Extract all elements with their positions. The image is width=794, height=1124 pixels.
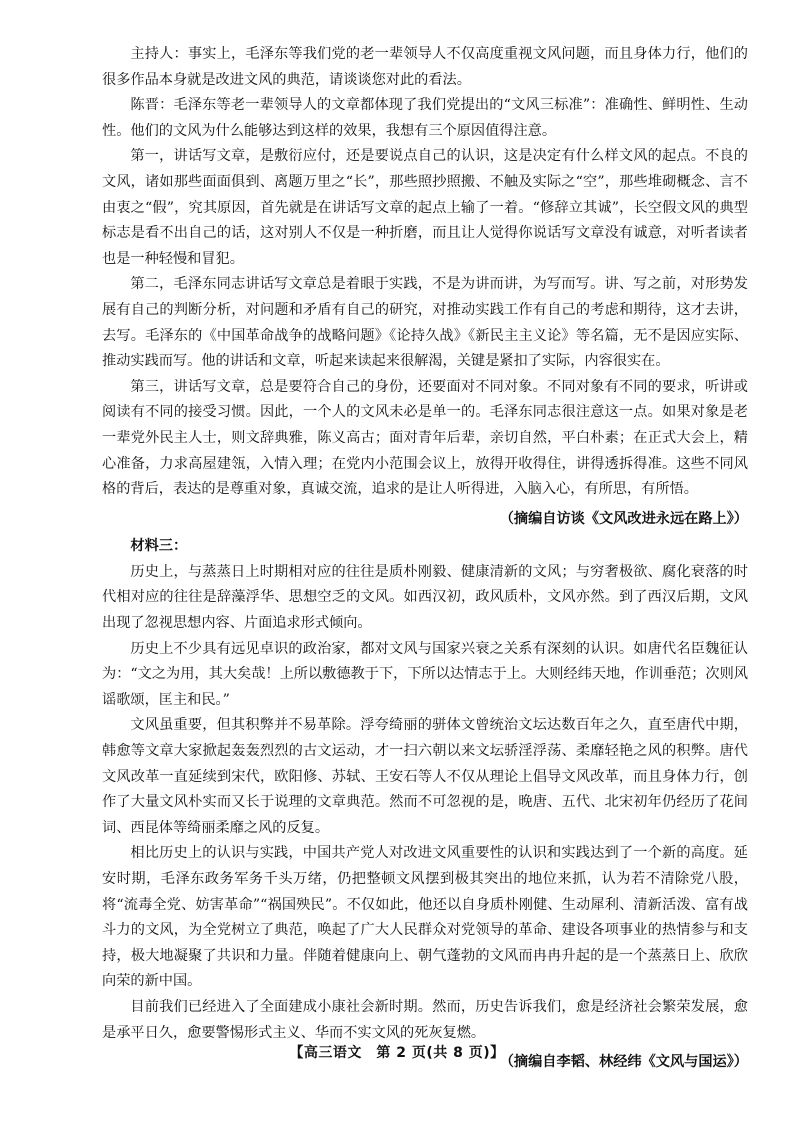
paragraph: 历史上不少具有远见卓识的政治家，都对文风与国家兴衰之关系有深刻的认识。如唐代名臣魏征认为：“文之为用，其大矣哉！上所以敷德教于下，下所以达情志于上。大则经纬天地，作训垂范；次则风谣歌颂，匡主和民。”	[102, 640, 748, 708]
source-citation: （摘编自李韬、林经纬《文风与国运》）	[499, 1054, 748, 1071]
material-heading: 材料三：	[130, 538, 188, 555]
paragraph: 历史上，与蒸蒸日上时期相对应的往往是质朴刚毅、健康清新的文风；与穷奢极欲、腐化衰落的时代相对应的往往是辞藻浮华、思想空乏的文风。如西汉初，政风质朴，文风亦然。到了西汉后期，文风出现了忽视思想内容、片面追求形式倾向。	[102, 563, 748, 632]
paragraph: 第一，讲话写文章，是敷衍应付，还是要说点自己的认识，这是决定有什么样文风的起点。不良的文风，诸如那些面面俱到、离题万里之“长”，那些照抄照搬、不触及实际之“空”，那些堆砌概念、言不由衷之“假”，究其原因，首先就是在讲话写文章的起点上输了一着。“修辞立其诚”，长空假文风的典型标志是看不出自己的话，这对别人不仅是一种折磨，而且让人觉得你说话写文章没有诚意，对听者读者也是一种轻慢和冒犯。	[102, 148, 748, 267]
paragraph: 文风虽重要，但其积弊并不易革除。浮夸绮丽的骈体文曾统治文坛达数百年之久，直至唐代中期，韩愈等文章大家掀起轰轰烈烈的古文运动，才一扫六朝以来文坛骄淫浮荡、柔靡轻艳之风的积弊。唐代文风改革一直延续到宋代，欧阳修、苏轼、王安石等人不仅从理论上倡导文风改革，而且身体力行，创作了大量文风朴实而又长于说理的文章典范。然而不可忽视的是，晚唐、五代、北宋初年仍经历了花间词、西昆体等绮丽柔靡之风的反复。	[102, 717, 748, 836]
page-footer: 【高三语文 第 2 页(共 8 页)】	[289, 1045, 505, 1061]
source-citation: （摘编自访谈《文风改进永远在路上》）	[499, 510, 748, 527]
paragraph: 陈晋：毛泽东等老一辈领导人的文章都体现了我们党提出的“文风三标准”：准确性、鲜明性、生动性。他们的文风为什么能够达到这样的效果，我想有三个原因值得注意。	[102, 97, 748, 139]
paragraph: 目前我们已经进入了全面建成小康社会新时期。然而，历史告诉我们，愈是经济社会繁荣发展，愈是承平日久，愈要警惕形式主义、华而不实文风的死灰复燃。	[102, 998, 748, 1041]
paragraph: 相比历史上的认识与实践，中国共产党人对改进文风重要性的认识和实践达到了一个新的高度。延安时期，毛泽东政务军务千头万绪，仍把整顿文风摆到极其突出的地位来抓，认为若不清除党八股，将“流毒全党、妨害革命”“祸国殃民”。不仅如此，他还以自身质朴刚健、生动犀利、清新活泼、富有战斗力的文风，为全党树立了典范，唤起了广大人民群众对党领导的革命、建设各项事业的热情参与和支持，极大地凝聚了共识和力量。伴随着健康向上、朝气蓬勃的文风而冉冉升起的是一个蒸蒸日上、欣欣向荣的新中国。	[102, 845, 748, 990]
paragraph: 主持人：事实上，毛泽东等我们党的老一辈领导人不仅高度重视文风问题，而且身体力行，他们的很多作品本身就是改进文风的典范，请谈谈您对此的看法。	[102, 46, 748, 88]
paragraph: 第二，毛泽东同志讲话写文章总是着眼于实践，不是为讲而讲，为写而写。讲、写之前，对形势发展有自己的判断分析，对问题和矛盾有自己的研究，对推动实践工作有自己的考虑和期待，这才去讲，去写。毛泽东的《中国革命战争的战略问题》《论持久战》《新民主主义论》等名篇，无不是因应实际、推动实践而写。他的讲话和文章，听起来读起来很解渴，关键是紧扣了实际，内容很实在。	[102, 276, 748, 370]
page-content	[102, 42, 748, 1078]
paragraph: 第三，讲话写文章，总是要符合自己的身份，还要面对不同对象。不同对象有不同的要求，听讲或阅读有不同的接受习惯。因此，一个人的文风未必是单一的。毛泽东同志很注意这一点。如果对象是老一辈党外民主人士，则文辞典雅，陈义高古；面对青年后辈，亲切自然，平白朴素；在正式大会上，精心准备，力求高屋建瓴，入情入理；在党内小范围会议上，放得开收得住，讲得透拆得准。这些不同风格的背后，表达的是尊重对象，真诚交流，追求的是让人听得进，入脑入心，有所思，有所悟。	[102, 378, 748, 498]
